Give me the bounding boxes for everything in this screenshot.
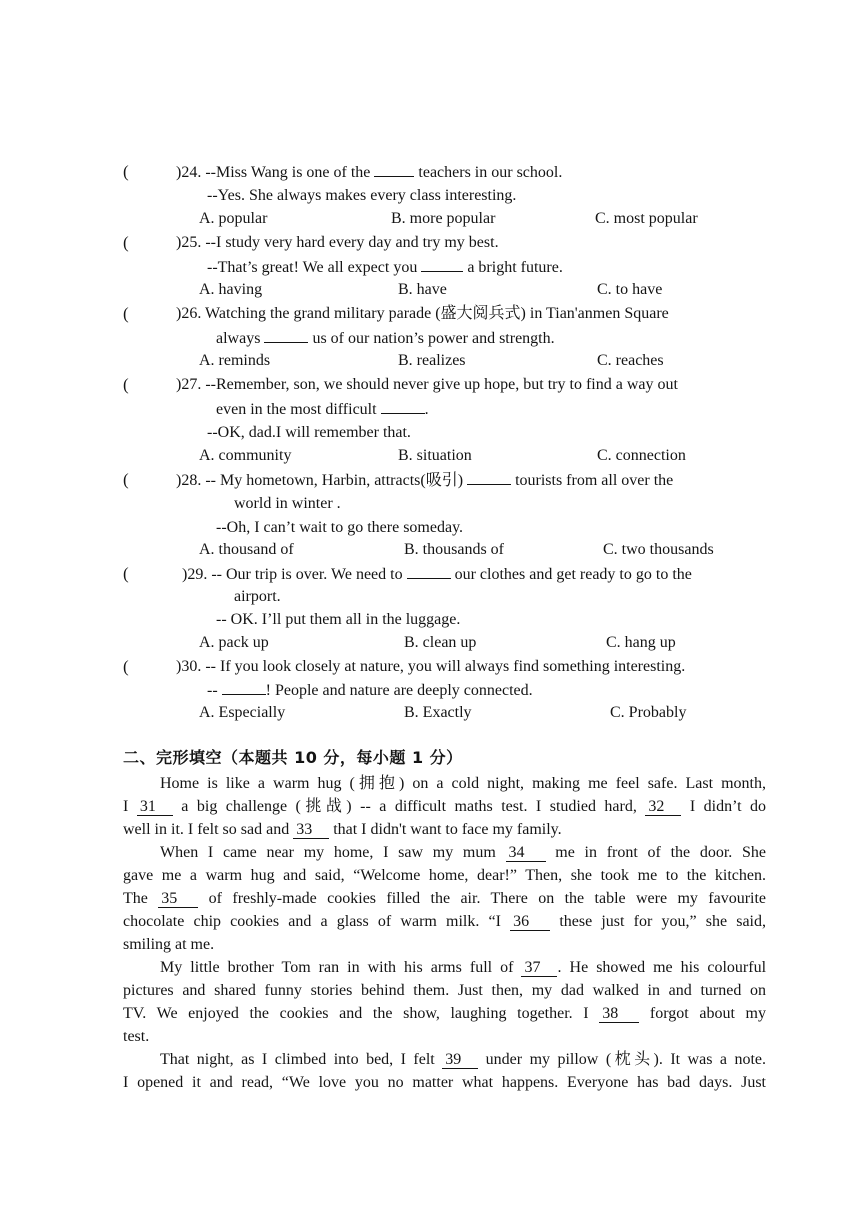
option-b: B. Exactly bbox=[404, 704, 472, 721]
question-text: )24. --Miss Wang is one of the teachers in our school. bbox=[176, 164, 563, 181]
option-b: B. thousands of bbox=[404, 541, 504, 558]
option-a: A. community bbox=[199, 447, 292, 464]
question-number: )29. bbox=[182, 566, 208, 583]
option-c: C. Probably bbox=[610, 704, 687, 721]
answer-blank bbox=[374, 162, 414, 177]
answer-blank bbox=[407, 564, 451, 579]
question-text: even in the most difficult . bbox=[216, 401, 429, 418]
passage-line: When I came near my home, I saw my mum 34 me in front of the door. She bbox=[160, 844, 766, 861]
passage-line: I 31 a big challenge (挑战) -- a difficult maths test. I studied hard, 32 I didn’t do bbox=[123, 798, 767, 815]
option-c: C. hang up bbox=[606, 634, 676, 651]
question-text: airport. bbox=[234, 588, 281, 605]
passage-line: TV. We enjoyed the cookies and the show, laughing together. I 38 forgot about my bbox=[123, 1005, 766, 1022]
option-a: A. having bbox=[199, 281, 263, 298]
cloze-blank: 39 bbox=[442, 1052, 478, 1069]
passage-line: That night, as I climbed into bed, I felt 39 under my pillow (枕头). It was a note. bbox=[160, 1051, 767, 1068]
option-a: A. popular bbox=[199, 210, 268, 227]
passage-line: My little brother Tom ran in with his arms full of 37 . He showed me his colourful bbox=[160, 959, 767, 976]
answer-paren: ( bbox=[123, 304, 129, 323]
answer-paren: ( bbox=[123, 470, 129, 489]
question-number: )28. bbox=[176, 472, 202, 489]
cloze-blank: 35 bbox=[158, 891, 198, 908]
cloze-blank: 38 bbox=[599, 1006, 639, 1023]
question-text: )27. --Remember, son, we should never give up hope, but try to find a way out bbox=[176, 376, 678, 393]
question-text: --Oh, I can’t wait to go there someday. bbox=[216, 519, 464, 536]
option-c: C. to have bbox=[597, 281, 663, 298]
answer-blank bbox=[222, 680, 266, 695]
option-b: B. situation bbox=[398, 447, 472, 464]
option-b: B. realizes bbox=[398, 352, 466, 369]
passage-line: Home is like a warm hug (拥抱) on a cold night, making me feel safe. Last month, bbox=[160, 775, 766, 792]
question-text: world in winter . bbox=[234, 495, 341, 512]
cloze-blank: 36 bbox=[510, 914, 550, 931]
question-number: )30. bbox=[176, 658, 202, 675]
question-number: )26. bbox=[176, 305, 202, 322]
question-text: )30. -- If you look closely at nature, you will always find something interesting. bbox=[176, 658, 686, 675]
answer-paren: ( bbox=[123, 564, 129, 583]
option-a: A. reminds bbox=[199, 352, 271, 369]
option-b: B. more popular bbox=[391, 210, 496, 227]
option-a: A. thousand of bbox=[199, 541, 294, 558]
question-text: )26. Watching the grand military parade (盛大阅兵式) in Tian'anmen Square bbox=[176, 305, 669, 322]
question-number: )24. bbox=[176, 164, 202, 181]
question-text: always us of our nation’s power and strength. bbox=[216, 330, 555, 347]
passage-line: I opened it and read, “We love you no matter what happens. Everyone has bad days. Just bbox=[123, 1074, 766, 1091]
passage-line: smiling at me. bbox=[123, 936, 215, 953]
question-text: )29. -- Our trip is over. We need to our clothes and get ready to go to the bbox=[182, 566, 692, 583]
option-c: C. reaches bbox=[597, 352, 664, 369]
option-a: A. Especially bbox=[199, 704, 286, 721]
answer-paren: ( bbox=[123, 233, 129, 252]
question-number: )25. bbox=[176, 234, 202, 251]
option-b: B. clean up bbox=[404, 634, 477, 651]
passage-line: pictures and shared funny stories behind them. Just then, my dad walked in and turned on bbox=[123, 982, 766, 999]
passage-line: well in it. I felt so sad and 33 that I didn't want to face my family. bbox=[123, 821, 562, 838]
question-number: )27. bbox=[176, 376, 202, 393]
question-text: -- ! People and nature are deeply connected. bbox=[207, 682, 533, 699]
answer-blank bbox=[381, 399, 425, 414]
cloze-blank: 34 bbox=[506, 845, 546, 862]
answer-blank bbox=[421, 257, 463, 272]
option-c: C. connection bbox=[597, 447, 686, 464]
answer-blank bbox=[467, 470, 511, 485]
cloze-blank: 33 bbox=[293, 822, 329, 839]
answer-paren: ( bbox=[123, 375, 129, 394]
passage-line: gave me a warm hug and said, “Welcome home, dear!” Then, she took me to the kitchen. bbox=[123, 867, 766, 884]
passage-line: test. bbox=[123, 1028, 150, 1045]
answer-blank bbox=[264, 328, 308, 343]
section-heading: 二、完形填空（本题共 10 分，每小题 1 分） bbox=[123, 748, 463, 767]
question-text: --That’s great! We all expect you a bright future. bbox=[207, 259, 563, 276]
question-text: )25. --I study very hard every day and try my best. bbox=[176, 234, 499, 251]
option-c: C. most popular bbox=[595, 210, 698, 227]
option-c: C. two thousands bbox=[603, 541, 714, 558]
question-text: --Yes. She always makes every class interesting. bbox=[207, 187, 517, 204]
option-a: A. pack up bbox=[199, 634, 269, 651]
passage-line: The 35 of freshly-made cookies filled the air. There on the table were my favourite bbox=[123, 890, 767, 907]
passage-line: chocolate chip cookies and a glass of warm milk. “I 36 these just for you,” she said, bbox=[123, 913, 767, 930]
answer-paren: ( bbox=[123, 162, 129, 181]
cloze-blank: 32 bbox=[645, 799, 681, 816]
question-text: -- OK. I’ll put them all in the luggage. bbox=[216, 611, 461, 628]
question-text: --OK, dad.I will remember that. bbox=[207, 424, 411, 441]
cloze-blank: 37 bbox=[521, 960, 557, 977]
cloze-blank: 31 bbox=[137, 799, 173, 816]
question-text: )28. -- My hometown, Harbin, attracts(吸引) tourists from all over the bbox=[176, 472, 674, 489]
answer-paren: ( bbox=[123, 657, 129, 676]
option-b: B. have bbox=[398, 281, 447, 298]
